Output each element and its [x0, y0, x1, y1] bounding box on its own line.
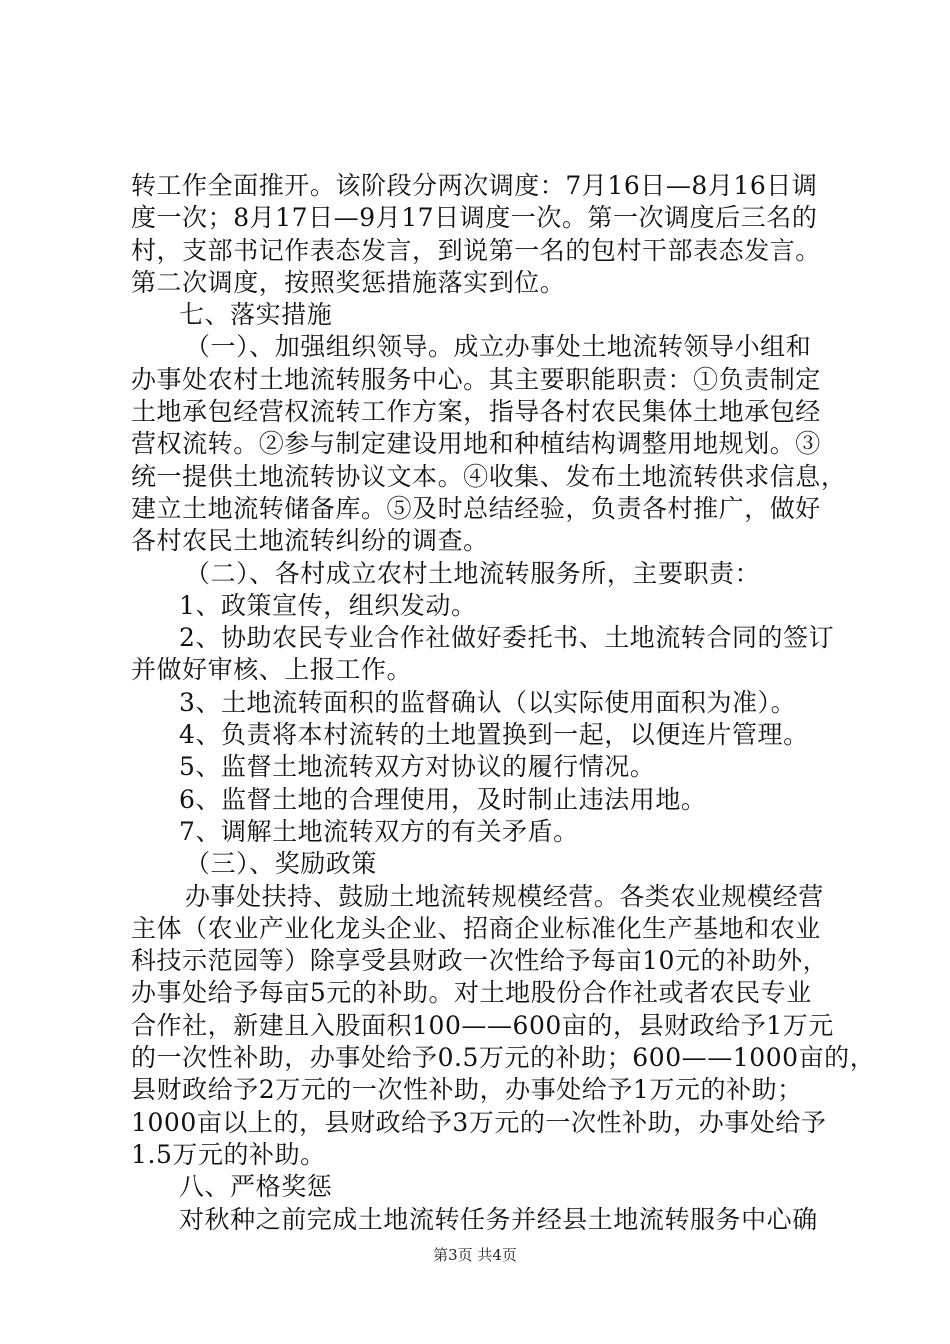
text-line: 合作社，新建且入股面积100——600亩的，县财政给予1万元: [131, 1010, 834, 1040]
page-number: 第3页 共4页: [433, 1246, 517, 1264]
text-line: 第二次调度，按照奖惩措施落实到位。: [131, 267, 566, 297]
list-item: 3、土地流转面积的监督确认（以实际使用面积为准）。: [179, 687, 797, 717]
text-line: 土地承包经营权流转工作方案，指导各村农民集体土地承包经: [131, 397, 821, 427]
text-line: 县财政给予2万元的一次性补助，办事处给予1万元的补助；: [131, 1075, 803, 1105]
text-line: 科技示范园等）除享受县财政一次性给予每亩10元的补助外，: [131, 946, 829, 976]
text-line: 各村农民土地流转纠纷的调查。: [131, 526, 489, 556]
text-line: 1.5万元的补助。: [131, 1139, 326, 1169]
text-line: 1000亩以上的，县财政给予3万元的一次性补助，办事处给予: [131, 1107, 827, 1137]
text-line: 度一次；8月17日—9月17日调度一次。第一次调度后三名的: [131, 203, 818, 233]
text-line: 统一提供土地流转协议文本。④收集、发布土地流转供求信息，: [131, 461, 847, 491]
text-line: 办事处农村土地流转服务中心。其主要职能职责：①负责制定: [131, 364, 821, 394]
list-item: 7、调解土地流转双方的有关矛盾。: [179, 816, 579, 846]
subsection-heading: （三）、奖励政策: [185, 849, 377, 879]
text-line: 建立土地流转储备库。⑤及时总结经验，负责各村推广，做好: [131, 493, 821, 523]
list-item: 4、负责将本村流转的土地置换到一起，以便连片管理。: [179, 720, 809, 750]
section-heading: 七、落实措施: [179, 300, 333, 330]
subsection-heading: （二）、各村成立农村土地流转服务所，主要职责：: [185, 558, 761, 588]
text-line: 并做好审核、上报工作。: [131, 655, 413, 685]
text-line: 对秋种之前完成土地流转任务并经县土地流转服务中心确: [179, 1204, 818, 1234]
section-heading: 八、严格奖惩: [179, 1172, 333, 1202]
text-line: 转工作全面推开。该阶段分两次调度：7月16日—8月16日调: [131, 171, 818, 200]
document-body: [131, 170, 876, 1236]
text-line: 办事处给予每亩5元的补助。对土地股份合作社或者农民专业: [131, 978, 812, 1008]
text-line: 主体（农业产业化龙头企业、招商企业标准化生产基地和农业: [131, 913, 821, 943]
text-line: 办事处扶持、鼓励土地流转规模经营。各类农业规模经营: [185, 881, 824, 911]
list-item: 5、监督土地流转双方对协议的履行情况。: [179, 752, 656, 782]
list-item: 6、监督土地的合理使用，及时制止违法用地。: [179, 784, 707, 814]
text-line: 村，支部书记作表态发言，到说第一名的包村干部表态发言。: [131, 235, 821, 265]
subsection-heading: （一）、加强组织领导。成立办事处土地流转领导小组和: [185, 332, 812, 362]
list-item: 2、协助农民专业合作社做好委托书、土地流转合同的签订: [179, 623, 835, 653]
list-item: 1、政策宣传，组织发动。: [179, 590, 477, 620]
text-line: 营权流转。②参与制定建设用地和种植结构调整用地规划。③: [131, 429, 821, 459]
text-line: 的一次性补助，办事处给予0.5万元的补助；600——1000亩的，: [131, 1043, 876, 1073]
